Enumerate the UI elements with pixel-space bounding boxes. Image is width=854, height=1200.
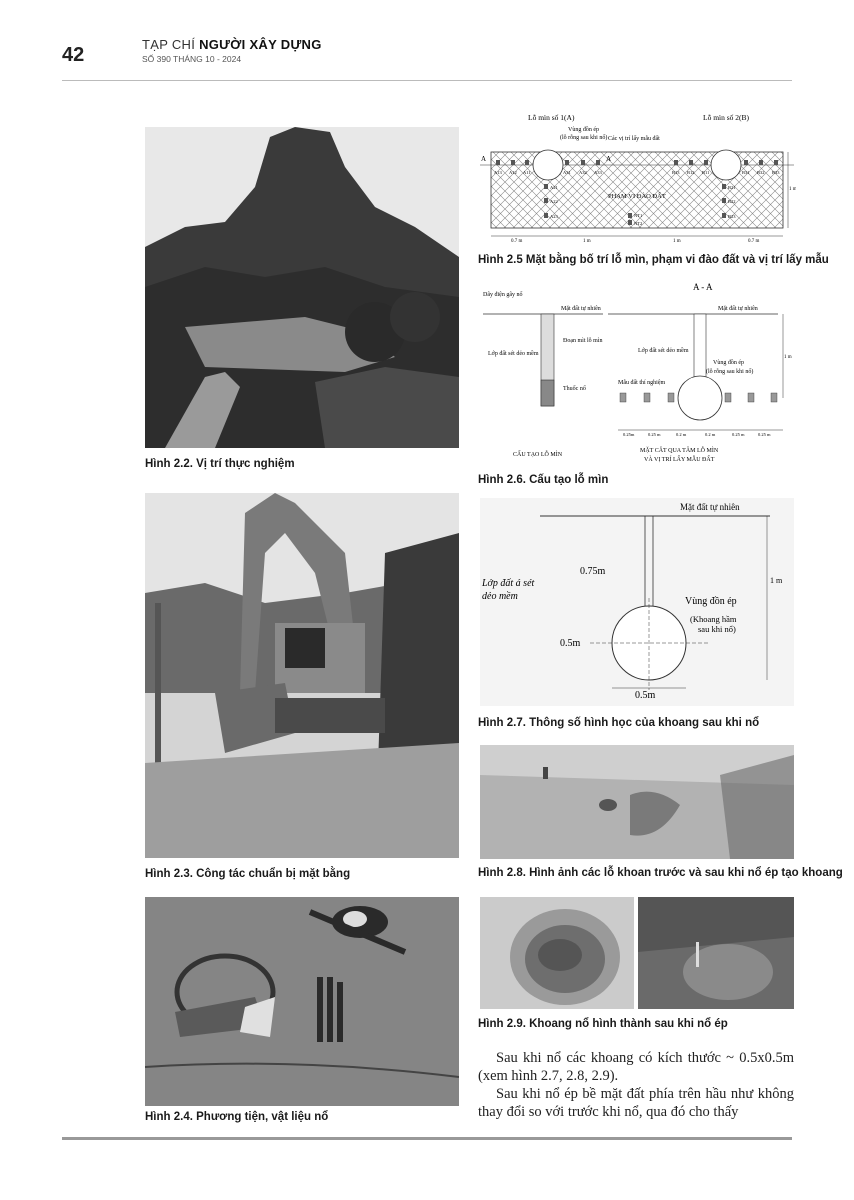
- sample-label: B11: [702, 170, 710, 175]
- caption-fig-2-2: Hình 2.2. Vị trí thực nghiệm: [145, 458, 295, 470]
- compaction-note-label: (lỗ rỗng sau khi nổ): [560, 135, 608, 141]
- compaction-note-label: (lỗ rỗng sau khi nổ): [706, 369, 754, 375]
- total-depth-label: 1 m: [770, 576, 783, 585]
- layer-label-1: Lớp đất á sét: [482, 578, 535, 589]
- magazine-prefix: TẠP CHÍ: [142, 37, 200, 52]
- magazine-name: NGƯỜI XÂY DỰNG: [199, 37, 322, 52]
- photo-cavity-left: [480, 897, 634, 1009]
- section-title: A - A: [693, 282, 713, 292]
- diagram-cavity-geometry: [480, 498, 794, 706]
- boreholes-photo-image: [480, 745, 794, 859]
- footer-divider: [62, 1137, 792, 1140]
- caption-fig-2-8: Hình 2.8. Hình ảnh các lỗ khoan trước và sau khi nổ ép tạo khoang: [478, 867, 843, 879]
- natural-ground-label-right: Mặt đất tự nhiên: [718, 306, 758, 312]
- sample-label: B31: [742, 170, 750, 175]
- caption-fig-2-5: Hình 2.5 Mặt bằng bố trí lỗ mìn, phạm vi đào đất và vị trí lấy mẫu: [478, 254, 829, 266]
- cavity-left-photo-image: [480, 897, 634, 1009]
- sample-positions-label: Các vị trí lấy mẫu đất: [608, 136, 660, 142]
- sample-label: A13: [494, 170, 502, 175]
- height-label: 0.5m: [560, 638, 581, 649]
- diagram-blast-hole-plan: [478, 110, 796, 246]
- sample-label: A12: [509, 170, 517, 175]
- compaction-zone-label: Vùng đồn ép: [713, 360, 744, 366]
- sample-label: A33: [594, 170, 602, 175]
- photo-boreholes: [480, 745, 794, 859]
- diagram-blast-hole-structure: [478, 280, 796, 470]
- excavator-photo-image: [145, 493, 459, 858]
- charge-segment-label: Đoạn mìt lỗ mìn: [563, 338, 603, 344]
- sample-label: NT2: [634, 221, 643, 226]
- right-section-title-2: VÀ VỊ TRÍ LẤY MẪU ĐẤT: [644, 457, 715, 463]
- depth-dim-label: 1 m: [784, 355, 792, 360]
- spacing-dim: 0.25m: [623, 432, 635, 437]
- sample-label: A23: [550, 214, 558, 219]
- sample-label: A22: [550, 199, 558, 204]
- excavation-scope-label: PHẠM VI ĐÀO ĐẤT: [608, 193, 666, 200]
- dim-label: 0.7 m: [511, 239, 523, 244]
- body-paragraph-2: Sau khi nổ ép bề mặt đất phía trên hầu như không thay đổi so với trước khi nổ, qua đó cho thấy: [478, 1086, 794, 1120]
- cavity-note-2: sau khi nổ): [698, 624, 736, 634]
- magazine-title: [142, 37, 322, 52]
- photo-experiment-site: [145, 127, 459, 448]
- spacing-dim: 0.25 m: [648, 432, 661, 437]
- mountain-photo-image: [145, 127, 459, 448]
- sample-label: B32: [757, 170, 765, 175]
- header-divider: [62, 80, 792, 81]
- spacing-dim: 0.2 m: [705, 432, 716, 437]
- natural-ground-label: Mặt đất tự nhiên: [680, 502, 740, 512]
- test-sample-label: Mẫu đất thí nghiệm: [618, 380, 666, 386]
- sample-label: B33: [772, 170, 780, 175]
- hole-a-label: Lỗ mìn số 1(A): [528, 113, 575, 122]
- height-dim-label: 1 m: [789, 187, 796, 192]
- caption-fig-2-9: Hình 2.9. Khoang nổ hình thành sau khi nổ ép: [478, 1018, 728, 1030]
- compaction-zone-label: Vùng đồn ép: [568, 127, 599, 133]
- sample-label: A11: [523, 170, 531, 175]
- right-section-title-1: MẶT CẮT QUA TÂM LỖ MÌN: [640, 448, 719, 454]
- explosive-label: Thuốc nổ: [563, 386, 586, 392]
- cavity-right-photo-image: [638, 897, 794, 1009]
- sample-label: NT1: [634, 213, 643, 218]
- sample-label: B22: [728, 199, 736, 204]
- section-mark-left: A: [481, 155, 487, 163]
- sample-label: B21: [728, 185, 736, 190]
- spacing-dim: 0.25 m: [732, 432, 745, 437]
- dim-label: 1 m: [673, 239, 681, 244]
- body-paragraph-1: Sau khi nổ các khoang có kích thước ~ 0.5x0.5m (xem hình 2.7, 2.8, 2.9).: [478, 1050, 794, 1084]
- caption-fig-2-4: Hình 2.4. Phương tiện, vật liệu nổ: [145, 1111, 329, 1123]
- issue-line: SỐ 390 THÁNG 10 - 2024: [142, 54, 242, 64]
- spacing-dim: 0.25 m: [758, 432, 771, 437]
- depth-label: 0.75m: [580, 566, 606, 577]
- soft-clay-label-left: Lớp đất sét dẻo mềm: [488, 351, 539, 357]
- dim-label: 1 m: [583, 239, 591, 244]
- sample-label: A32: [579, 170, 587, 175]
- width-label: 0.5m: [635, 690, 656, 701]
- caption-fig-2-6: Hình 2.6. Cấu tạo lỗ mìn: [478, 474, 609, 486]
- soft-clay-label-right: Lớp đất sét dẻo mềm: [638, 348, 689, 354]
- photo-cavity-right: [638, 897, 794, 1009]
- sample-label: B23: [728, 214, 736, 219]
- sample-label: B13: [672, 170, 680, 175]
- dim-label: 0.7 m: [748, 239, 760, 244]
- cavity-note-1: (Khoang hầm: [690, 614, 737, 624]
- compaction-zone-label: Vùng đồn ép: [685, 596, 737, 607]
- sample-label: B12: [687, 170, 695, 175]
- layer-label-2: dẻo mềm: [482, 591, 518, 602]
- page-number: 42: [62, 44, 85, 66]
- natural-ground-label-left: Mặt đất tự nhiên: [561, 306, 601, 312]
- caption-fig-2-3: Hình 2.3. Công tác chuẩn bị mặt bằng: [145, 868, 351, 880]
- sample-label: A31: [563, 170, 571, 175]
- detonator-wire-label: Dây điện gây nổ: [483, 292, 523, 298]
- hole-b-label: Lỗ mìn số 2(B): [703, 113, 750, 122]
- materials-photo-image: [145, 897, 459, 1106]
- photo-site-preparation: [145, 493, 459, 858]
- sample-label: A21: [550, 185, 558, 190]
- section-mark-mid: A: [606, 155, 612, 163]
- photo-explosive-materials: [145, 897, 459, 1106]
- caption-fig-2-7: Hình 2.7. Thông số hình học của khoang sau khi nổ: [478, 717, 760, 729]
- left-section-title: CẤU TẠO LỖ MÌN: [513, 452, 563, 458]
- spacing-dim: 0.2 m: [676, 432, 687, 437]
